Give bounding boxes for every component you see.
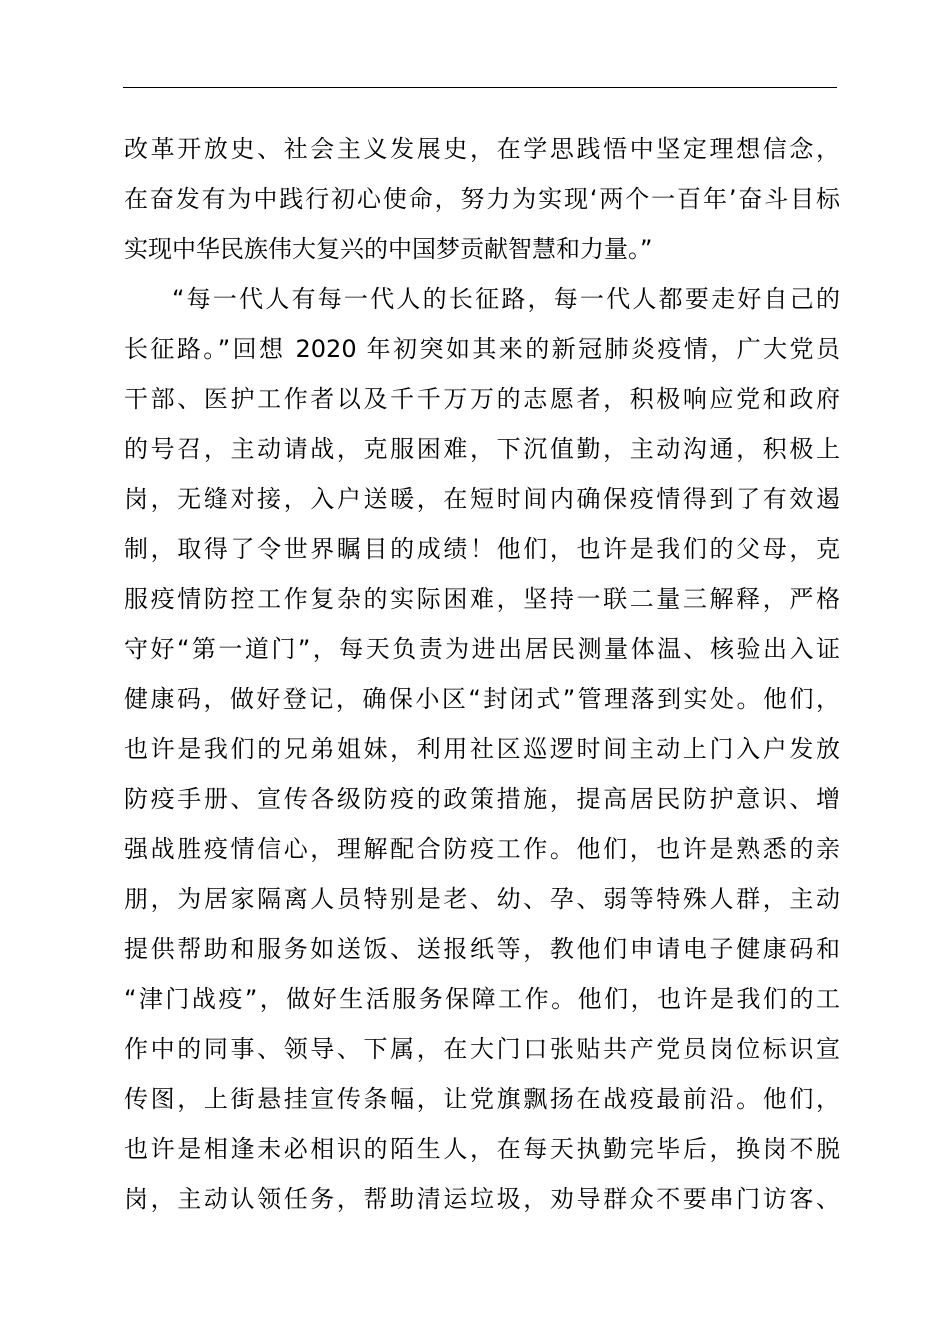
text-line: 守好“第一道门”，每天负责为进出居民测量体温、核验出入证 [124, 635, 840, 663]
header-rule [123, 87, 837, 88]
text-line: “津门战疫”，做好生活服务保障工作。他们，也许是我们的工 [124, 985, 840, 1013]
text-line: 长征路。”回想 2020 年初突如其来的新冠肺炎疫情，广大党员 [124, 335, 840, 363]
text-line: 岗，主动认领任务，帮助清运垃圾，劝导群众不要串门访客、 [124, 1185, 840, 1213]
text-line: 强战胜疫情信心，理解配合防疫工作。他们，也许是熟悉的亲 [124, 835, 840, 863]
text-line: 传图，上街悬挂宣传条幅，让党旗飘扬在战疫最前沿。他们， [124, 1085, 840, 1113]
text-line: 作中的同事、领导、下属，在大门口张贴共产党员岗位标识宣 [124, 1035, 840, 1063]
text-line: 朋，为居家隔离人员特别是老、幼、孕、弱等特殊人群，主动 [124, 885, 840, 913]
body-text [124, 124, 840, 1224]
text-line: 在奋发有为中践行初心使命，努力为实现‘两个一百年’奋斗目标 [124, 185, 840, 213]
text-line: 服疫情防控工作复杂的实际困难，坚持一联二量三解释，严格 [124, 585, 840, 613]
text-line: 也许是我们的兄弟姐妹，利用社区巡逻时间主动上门入户发放 [124, 735, 840, 763]
text-line: 制，取得了令世界瞩目的成绩！他们，也许是我们的父母，克 [124, 535, 840, 563]
text-line: 的号召，主动请战，克服困难，下沉值勤，主动沟通，积极上 [124, 435, 840, 463]
text-line: 干部、医护工作者以及千千万万的志愿者，积极响应党和政府 [124, 385, 840, 413]
text-line: 改革开放史、社会主义发展史，在学思践悟中坚定理想信念， [124, 135, 840, 163]
text-line: 提供帮助和服务如送饭、送报纸等，教他们申请电子健康码和 [124, 935, 840, 963]
text-line: 岗，无缝对接，入户送暖，在短时间内确保疫情得到了有效遏 [124, 485, 840, 513]
text-line: 实现中华民族伟大复兴的中国梦贡献智慧和力量。” [124, 235, 653, 263]
paragraph-start-line: “每一代人有每一代人的长征路，每一代人都要走好自己的 [172, 285, 840, 313]
text-line: 健康码，做好登记，确保小区“封闭式”管理落到实处。他们， [124, 685, 840, 713]
text-line: 也许是相逢未必相识的陌生人，在每天执勤完毕后，换岗不脱 [124, 1135, 840, 1163]
text-line: 防疫手册、宣传各级防疫的政策措施，提高居民防护意识、增 [124, 785, 840, 813]
